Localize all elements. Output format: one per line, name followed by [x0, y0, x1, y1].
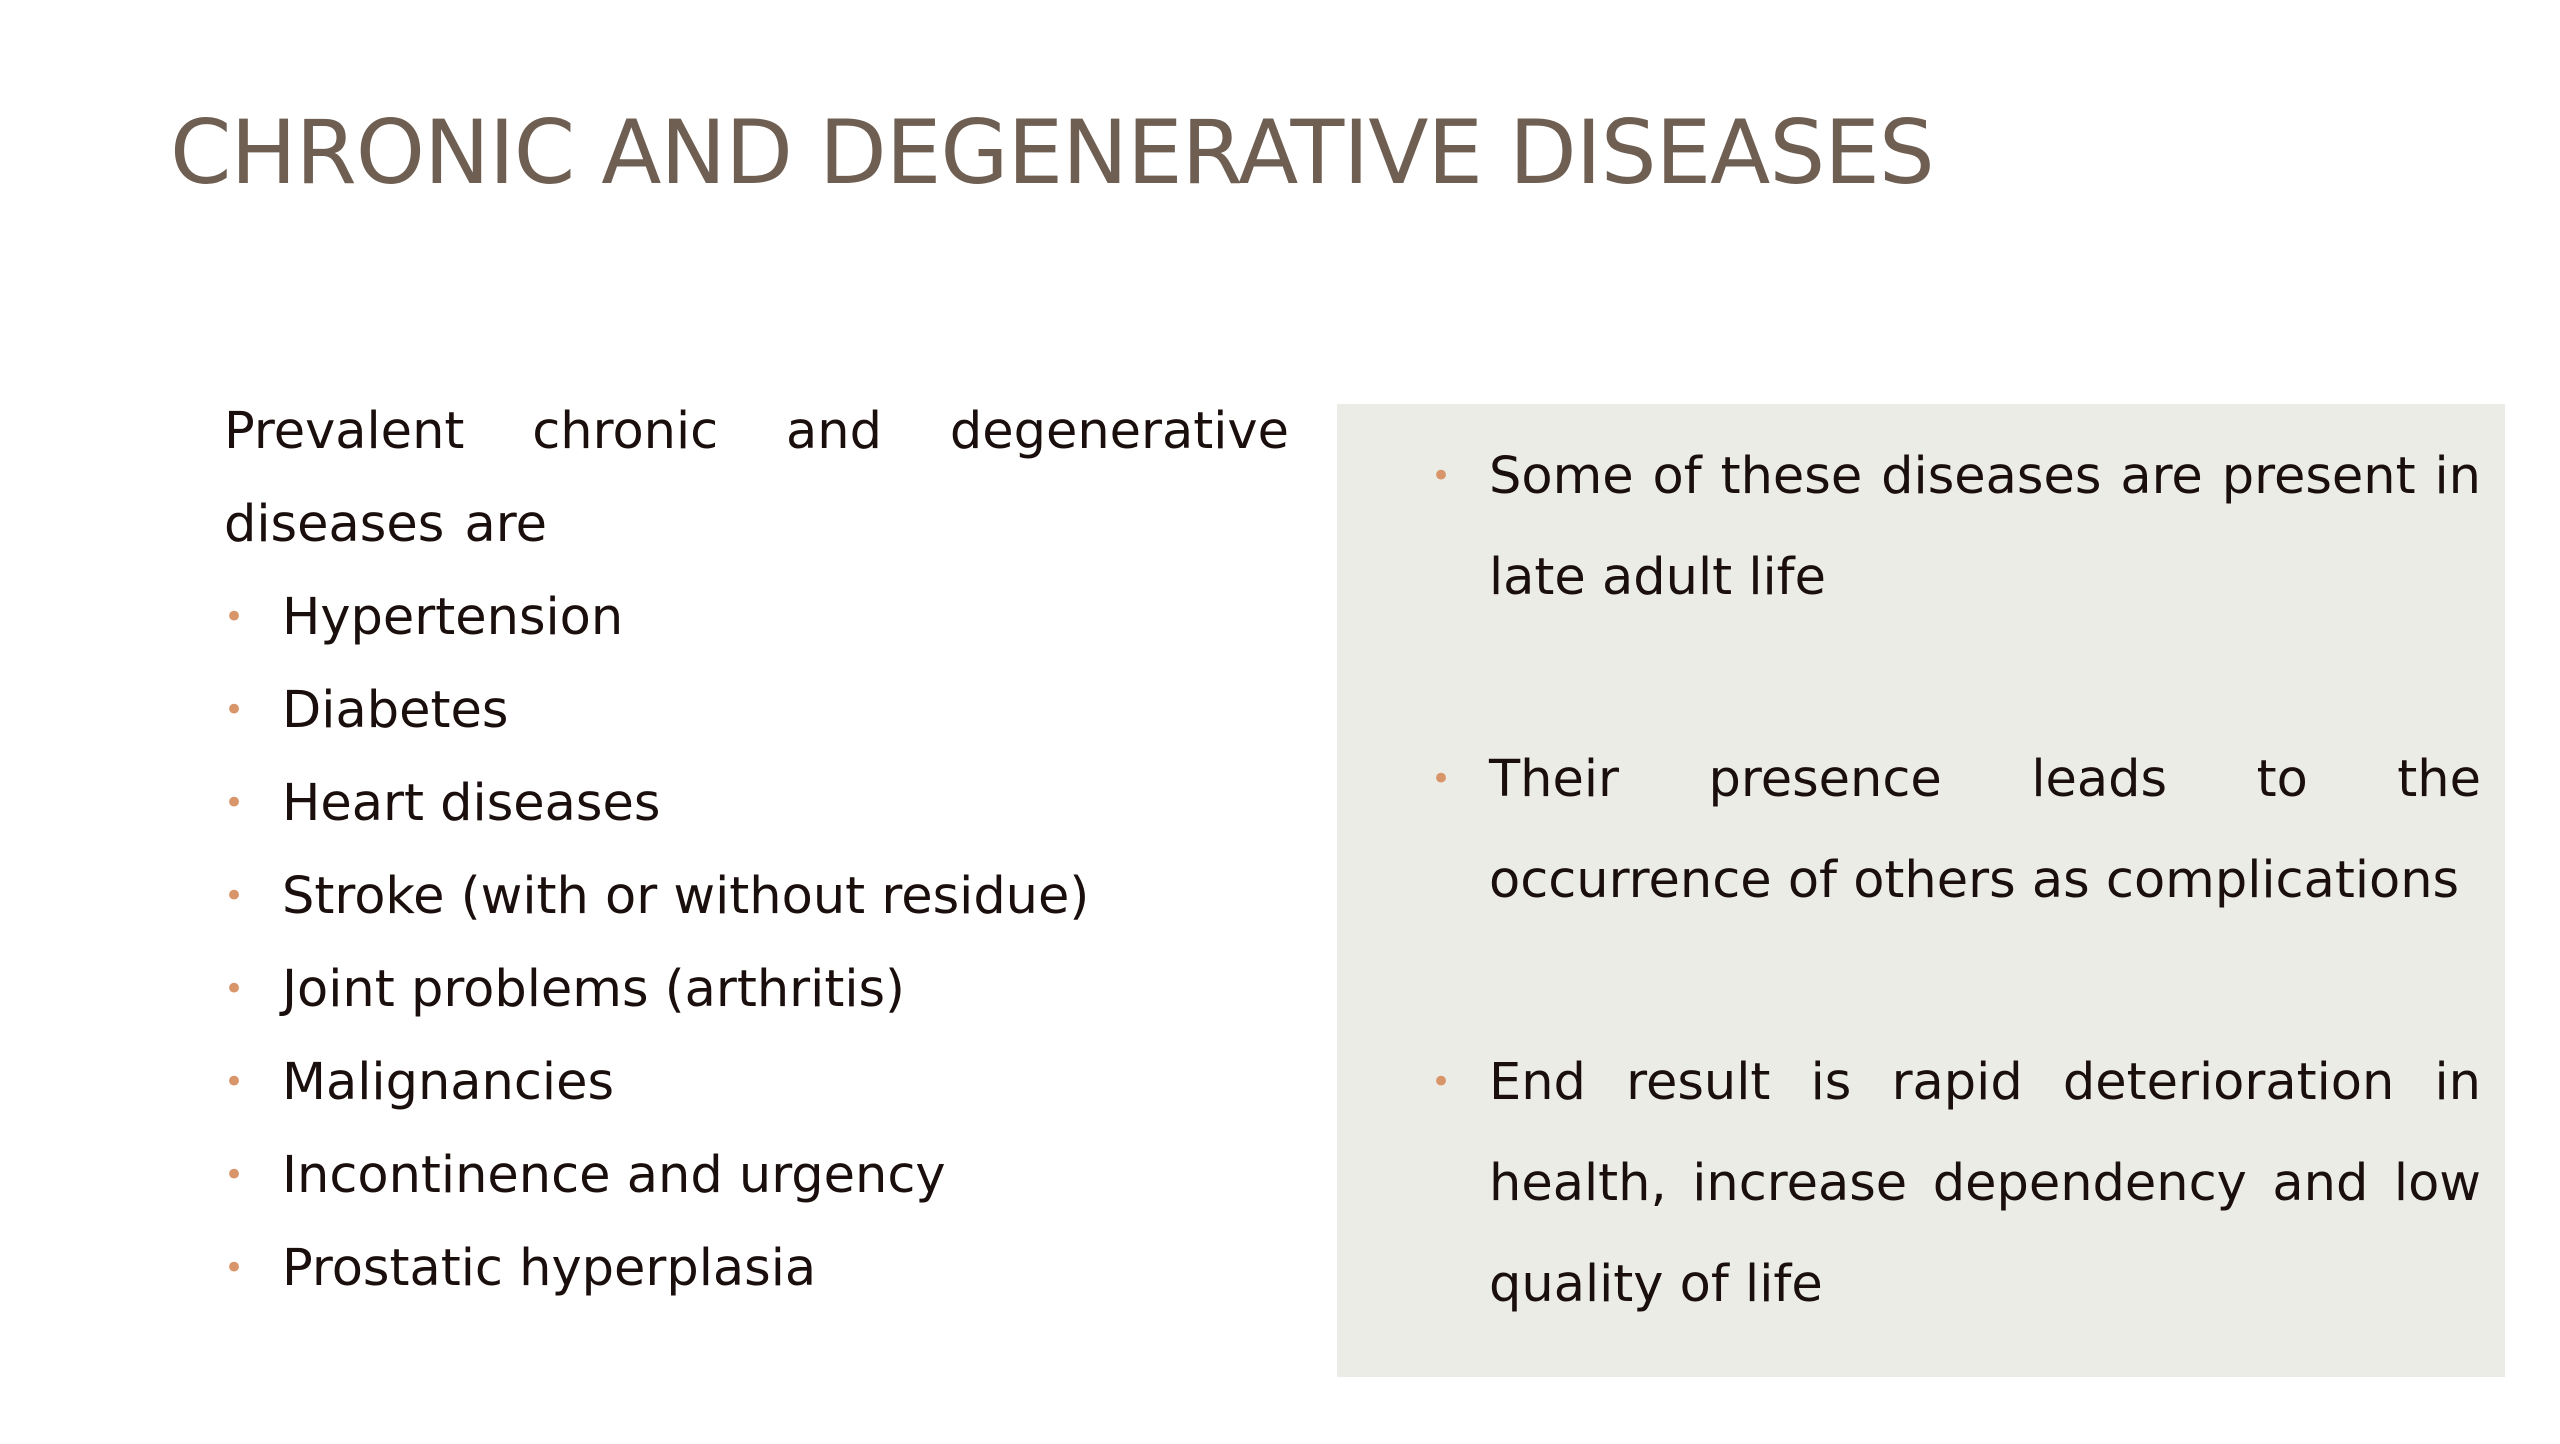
- list-item-text: Malignancies: [282, 1053, 615, 1112]
- bullet-icon: •: [224, 1155, 245, 1195]
- list-item: [224, 757, 1289, 850]
- list-item: [224, 1129, 1289, 1222]
- list-item-text: Some of these diseases are present in late adult life: [1489, 447, 2481, 607]
- list-item: [1431, 426, 2481, 628]
- bullet-icon: •: [224, 1248, 245, 1288]
- list-item-text: Stroke (with or without residue): [282, 867, 1090, 926]
- bullet-icon: •: [1431, 1062, 1452, 1102]
- list-item: [224, 1036, 1289, 1129]
- bullet-icon: •: [224, 969, 245, 1009]
- bullet-icon: •: [224, 1062, 245, 1102]
- list-item: [224, 664, 1289, 757]
- list-item-text: Diabetes: [282, 681, 509, 740]
- bullet-icon: •: [224, 690, 245, 730]
- left-column: [224, 385, 1289, 1315]
- bullet-icon: •: [224, 876, 245, 916]
- list-item: [224, 943, 1289, 1036]
- list-item-text: Their presence leads to the occurrence of others as complications: [1489, 750, 2481, 910]
- slide-title: CHRONIC AND DEGENERATIVE DISEASES: [170, 101, 1934, 204]
- list-item: [224, 1222, 1289, 1315]
- bullet-icon: •: [224, 783, 245, 823]
- notes-list: [1431, 426, 2481, 1335]
- disease-list: [224, 571, 1289, 1315]
- list-item-text: Prostatic hyperplasia: [282, 1239, 817, 1298]
- intro-text: Prevalent chronic and degenerative diseases are: [224, 402, 1289, 554]
- list-item-text: End result is rapid deterioration in health, increase dependency and low quality of life: [1489, 1053, 2481, 1314]
- list-item-text: Incontinence and urgency: [282, 1146, 946, 1205]
- bullet-icon: •: [1431, 759, 1452, 799]
- bullet-icon: •: [224, 597, 245, 637]
- list-item: [224, 850, 1289, 943]
- list-item-text: Hypertension: [282, 588, 624, 647]
- list-item-text: Joint problems (arthritis): [282, 960, 905, 1019]
- list-item: [1431, 1032, 2481, 1335]
- notes-panel: [1337, 404, 2505, 1377]
- list-item: [224, 571, 1289, 664]
- list-item: [1431, 729, 2481, 931]
- list-item-text: Heart diseases: [282, 774, 661, 833]
- bullet-icon: •: [1431, 456, 1452, 496]
